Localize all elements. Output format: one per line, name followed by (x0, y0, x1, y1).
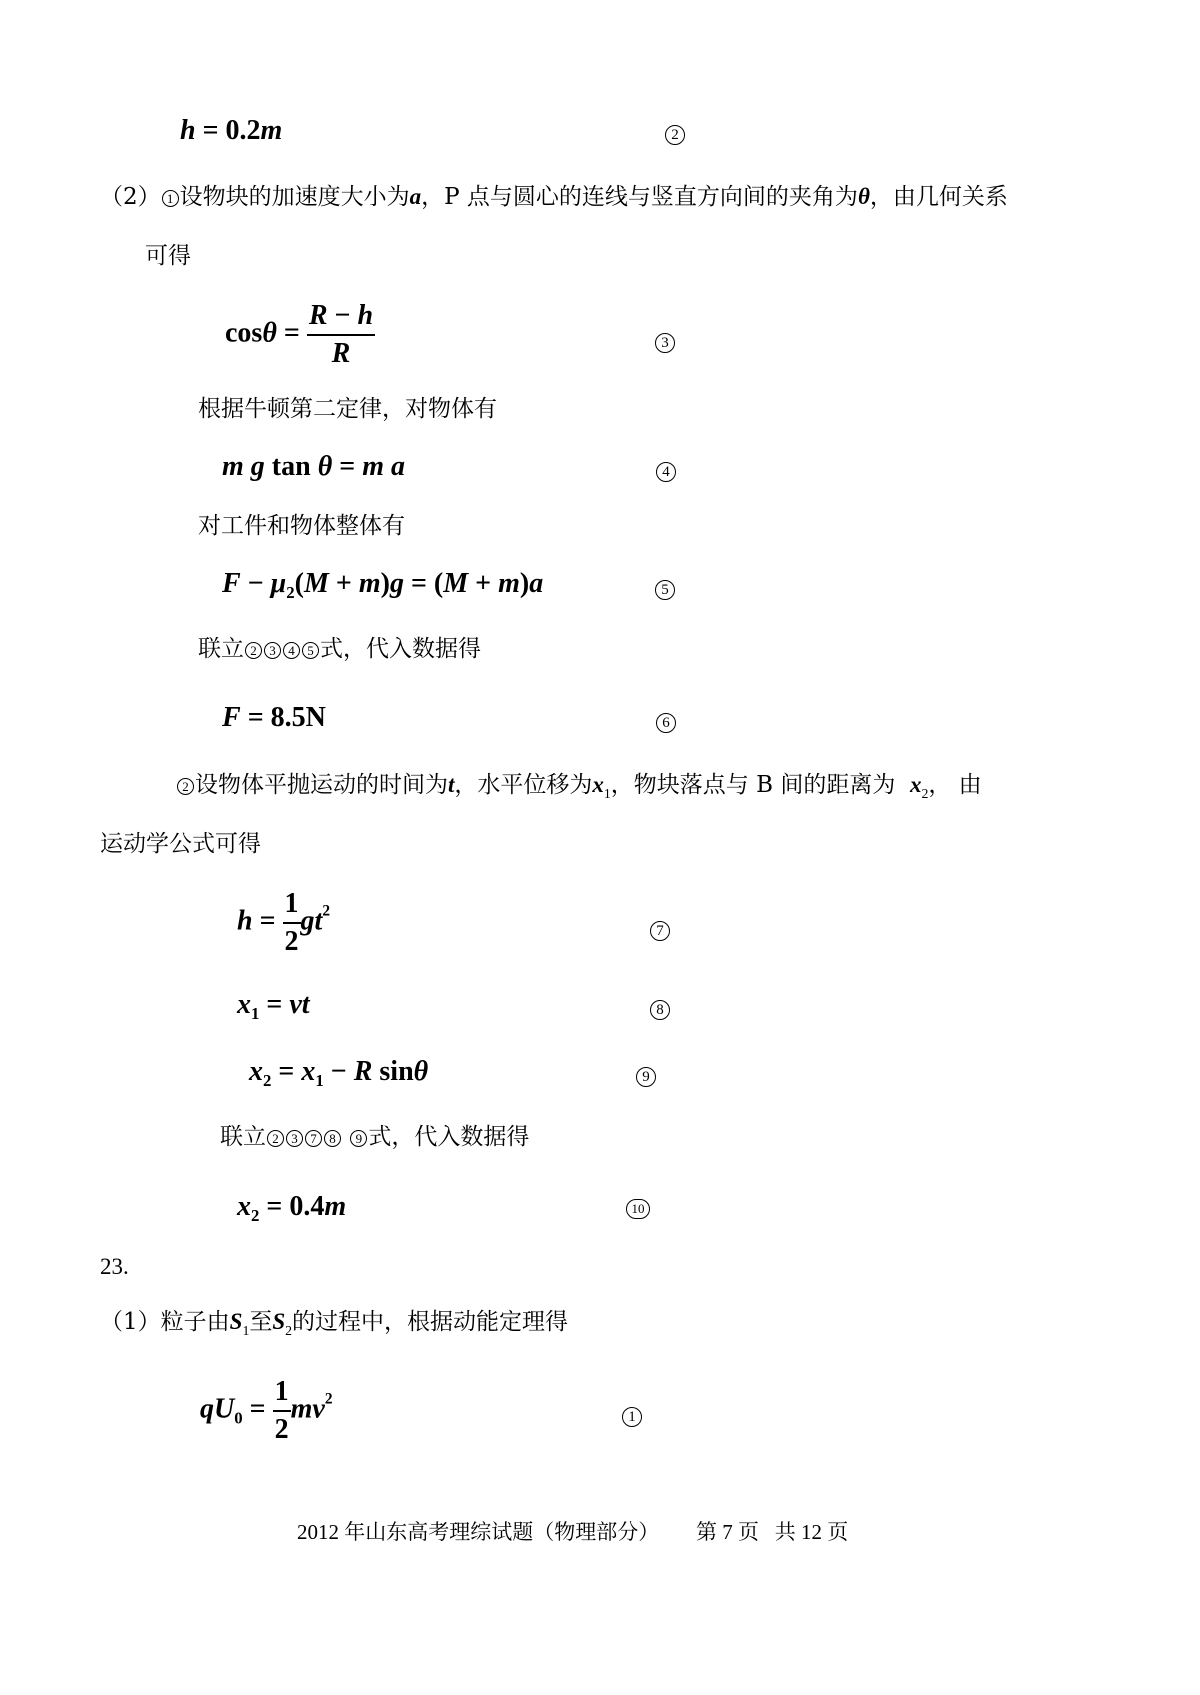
equation-tan: m g tan θ = m a (222, 451, 405, 482)
paragraph-part2: （2） 1 设物块的加速度大小为a，P 点与圆心的连线与竖直方向间的夹角为θ，由几何关系 (100, 184, 1008, 210)
paragraph-subpart2: 2 设物体平抛运动的时间为t，水平位移为$x_1$，物块落点与 B 间的距离为 $x_2$， 由 (176, 773, 982, 801)
equation-x2: $x_2 = x_1 - R$ sinθ (249, 1056, 429, 1090)
text-combine-2: 联立 2 3 7 8 9 式，代入数据得 (220, 1124, 530, 1150)
equation-force: $F - \mu_2(M + m)g = (M + m)a$ (222, 568, 544, 602)
equation-number: 6 (656, 713, 676, 733)
equation-cos: cosθ = $\frac{R - h}{R}$ (225, 300, 374, 369)
question-number: 23. (100, 1254, 129, 1279)
equation-number: 8 (650, 1000, 670, 1020)
equation-number: 2 (665, 125, 685, 145)
equation-number: 3 (655, 333, 675, 353)
equation-x1: $x_1$ = vt (237, 989, 310, 1023)
footer-total: 共 12 页 (774, 1520, 849, 1544)
equation-number: 7 (650, 921, 670, 941)
equation-number: 4 (656, 462, 676, 482)
text-whole: 对工件和物体整体有 (198, 513, 405, 539)
footer-title: 2012 年山东高考理综试题（物理部分） (297, 1520, 660, 1544)
equation-result-x2: $x_2 = 0.4m$ (237, 1191, 347, 1225)
paragraph-continuation: 可得 (145, 243, 191, 269)
equation-number: 1 (622, 1407, 642, 1427)
equation-energy: $qU_0$ = $\frac{1}{2}$ $mv^2$ (200, 1376, 333, 1445)
equation-number: 9 (636, 1067, 656, 1087)
text-newton: 根据牛顿第二定律，对物体有 (198, 396, 497, 422)
sub-number: 1 (162, 190, 179, 207)
paragraph-continuation-2: 运动学公式可得 (100, 831, 261, 857)
paragraph-q23-part1: （1）粒子由$S_1$至$S_2$的过程中，根据动能定理得 (100, 1309, 569, 1338)
footer-page: 第 7 页 (696, 1520, 759, 1544)
equation-result-force: F = 8.5N (222, 702, 326, 733)
equation-fall: h = $\frac{1}{2}$ $gt^2$ (237, 888, 331, 957)
equation-number: 10 (626, 1199, 650, 1219)
equation-h: h = 0.2m (180, 115, 283, 146)
text-combine-1: 联立 2 3 4 5 式，代入数据得 (198, 636, 481, 662)
equation-number: 5 (655, 580, 675, 600)
page-footer (297, 1522, 848, 1543)
